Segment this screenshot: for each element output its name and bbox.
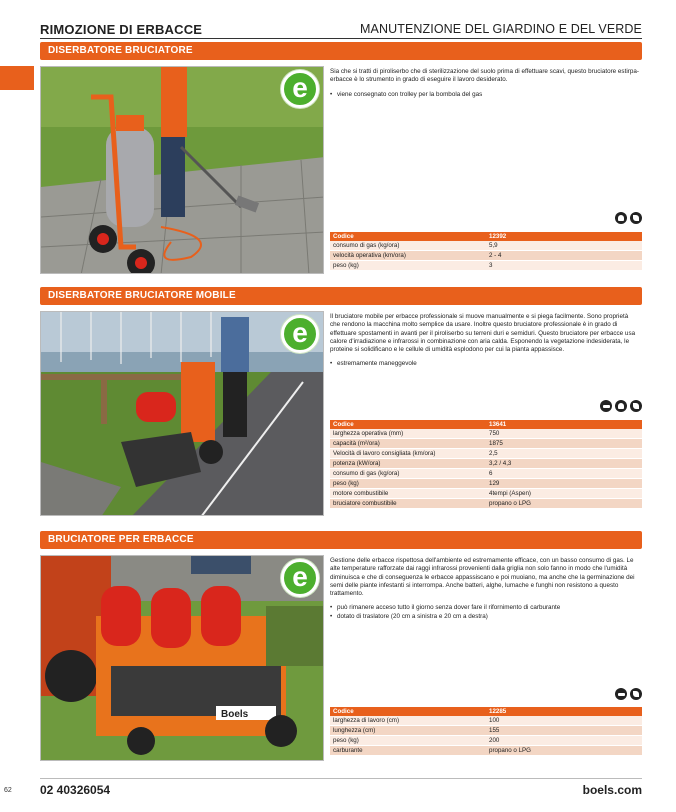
feature-item: • viene consegnato con trolley per la bombola del gas <box>330 91 640 99</box>
hand-protection-icon <box>615 212 627 224</box>
spec-value: propano o LPG <box>486 746 642 756</box>
product-photo <box>40 311 324 516</box>
spec-label: bruciatore combustibile <box>330 499 486 509</box>
tractor-burner-photo <box>41 556 324 761</box>
spec-row <box>330 241 642 251</box>
code-label: Codice <box>330 707 486 716</box>
product-section-3 <box>40 531 642 771</box>
spec-value: 4tempi (Aspen) <box>486 489 642 499</box>
section-title: DISERBATORE BRUCIATORE <box>40 42 642 60</box>
spec-table <box>330 707 642 756</box>
page-number: 62 <box>4 787 12 794</box>
spec-label: potenza (kW/ora) <box>330 459 486 469</box>
spec-value: 3,2 / 4,3 <box>486 459 642 469</box>
spec-label: larghezza di lavoro (cm) <box>330 716 486 726</box>
spec-value: 100 <box>486 716 642 726</box>
category-title: MANUTENZIONE DEL GIARDINO E DEL VERDE <box>360 22 642 36</box>
spec-header-row <box>330 232 642 241</box>
product-photo <box>40 66 324 274</box>
safety-boot-icon <box>630 212 642 224</box>
feature-item: • estremamente maneggevole <box>330 360 640 368</box>
safety-boot-icon <box>630 400 642 412</box>
spec-label: larghezza operativa (mm) <box>330 429 486 439</box>
footer-divider <box>40 778 642 779</box>
spec-value: 1875 <box>486 439 642 449</box>
safety-icons <box>615 688 642 700</box>
safety-boot-icon <box>630 688 642 700</box>
spec-row <box>330 449 642 459</box>
spec-row <box>330 726 642 736</box>
product-photo <box>40 555 324 761</box>
spec-label: Velocità di lavoro consigliata (km/ora) <box>330 449 486 459</box>
product-description <box>330 68 640 99</box>
product-section-2 <box>40 287 642 519</box>
spec-row <box>330 439 642 449</box>
feature-list <box>330 360 640 368</box>
footer-website: boels.com <box>582 783 642 797</box>
page-header <box>40 20 642 40</box>
feature-list <box>330 91 640 99</box>
spec-table <box>330 420 642 509</box>
spec-row <box>330 261 642 271</box>
spec-table <box>330 232 642 271</box>
spec-value: 2,5 <box>486 449 642 459</box>
spec-value: 750 <box>486 429 642 439</box>
spec-row <box>330 716 642 726</box>
weed-burner-photo <box>41 67 324 274</box>
spec-label: velocità operativa (km/ora) <box>330 251 486 261</box>
spec-row <box>330 469 642 479</box>
spec-row <box>330 499 642 509</box>
description-text: Gestione delle erbacce rispettosa dell'ambiente ed estremamente efficace, con un basso consumo di gas. Le alte temperature rafforzate dai raggi infrarossi provenienti dalla griglia non solo fanno in modo che l'umidità diminuisca e che di conseguenza le erbacce appassiscano e poi muoiano, ma anche che la germinazione dei semi delle piante infestanti si interrompa. Anche batteri, alghe, lumache e funghi non resistono a questo trattamento. <box>330 557 635 598</box>
product-section-1 <box>40 42 642 274</box>
spec-label: lunghezza (cm) <box>330 726 486 736</box>
mobile-burner-photo <box>41 312 324 516</box>
eco-badge: e <box>281 315 319 353</box>
code-value: 12392 <box>486 232 642 241</box>
spec-value: propano o LPG <box>486 499 642 509</box>
spec-label: peso (kg) <box>330 736 486 746</box>
section-title: DISERBATORE BRUCIATORE MOBILE <box>40 287 642 305</box>
spec-value: 129 <box>486 479 642 489</box>
spec-label: motore combustibile <box>330 489 486 499</box>
spec-header-row <box>330 420 642 429</box>
code-label: Codice <box>330 232 486 241</box>
spec-label: peso (kg) <box>330 479 486 489</box>
page-tab <box>0 66 34 90</box>
header-divider <box>40 38 642 39</box>
spec-label: capacità (m²/ora) <box>330 439 486 449</box>
spec-row <box>330 736 642 746</box>
description-text: Sia che si tratti di piroliserbo che di sterilizzazione del suolo prima di effettuare scavi, questo bruciatore estirpa-erbacce è lo strumento in grado di eseguire il lavoro desiderato. <box>330 68 639 84</box>
product-description <box>330 313 640 369</box>
chapter-title: RIMOZIONE DI ERBACCE <box>40 22 203 37</box>
eco-badge: e <box>281 70 319 108</box>
machine-brand-label: Boels <box>221 709 249 720</box>
product-description <box>330 557 640 621</box>
footer-phone: 02 40326054 <box>40 783 111 797</box>
spec-row <box>330 489 642 499</box>
spec-label: consumo di gas (kg/ora) <box>330 241 486 251</box>
hammer-icon <box>600 400 612 412</box>
spec-label: carburante <box>330 746 486 756</box>
code-value: 13641 <box>486 420 642 429</box>
hand-protection-icon <box>615 400 627 412</box>
eco-badge: e <box>281 559 319 597</box>
spec-label: peso (kg) <box>330 261 486 271</box>
section-title: BRUCIATORE PER ERBACCE <box>40 531 642 549</box>
safety-icons <box>615 212 642 224</box>
spec-value: 200 <box>486 736 642 746</box>
spec-row <box>330 459 642 469</box>
spec-row <box>330 429 642 439</box>
spec-row <box>330 746 642 756</box>
description-text: Il bruciatore mobile per erbacce professionale si muove manualmente e si piega facilmente. Sono proprietà che rendono la macchina molto semplice da usare. Inoltre questo bruciatore professionale è in grado di effettuare spostamenti in avanti per il piroliserbo su terreni duri e semiduri. Questo bruciatore per erbacce usa calore d'irradiazione e infrarossi in combinazione con aria calda. Esponendo la vegetazione indesiderata, le proteine si solidificano e le cellule di umidità esplodono per cui la pianta appassisce. <box>330 313 636 354</box>
code-label: Codice <box>330 420 486 429</box>
spec-value: 6 <box>486 469 642 479</box>
spec-value: 5,9 <box>486 241 642 251</box>
spec-label: consumo di gas (kg/ora) <box>330 469 486 479</box>
spec-value: 2 - 4 <box>486 251 642 261</box>
spec-value: 3 <box>486 261 642 271</box>
hammer-icon <box>615 688 627 700</box>
spec-row <box>330 479 642 489</box>
feature-item: • dotato di traslatore (20 cm a sinistra e 20 cm a destra) <box>330 613 640 621</box>
code-value: 12285 <box>486 707 642 716</box>
spec-row <box>330 251 642 261</box>
spec-value: 155 <box>486 726 642 736</box>
safety-icons <box>600 400 642 412</box>
feature-item: • può rimanere acceso tutto il giorno senza dover fare il rifornimento di carburante <box>330 604 640 612</box>
feature-list <box>330 604 640 621</box>
spec-header-row <box>330 707 642 716</box>
